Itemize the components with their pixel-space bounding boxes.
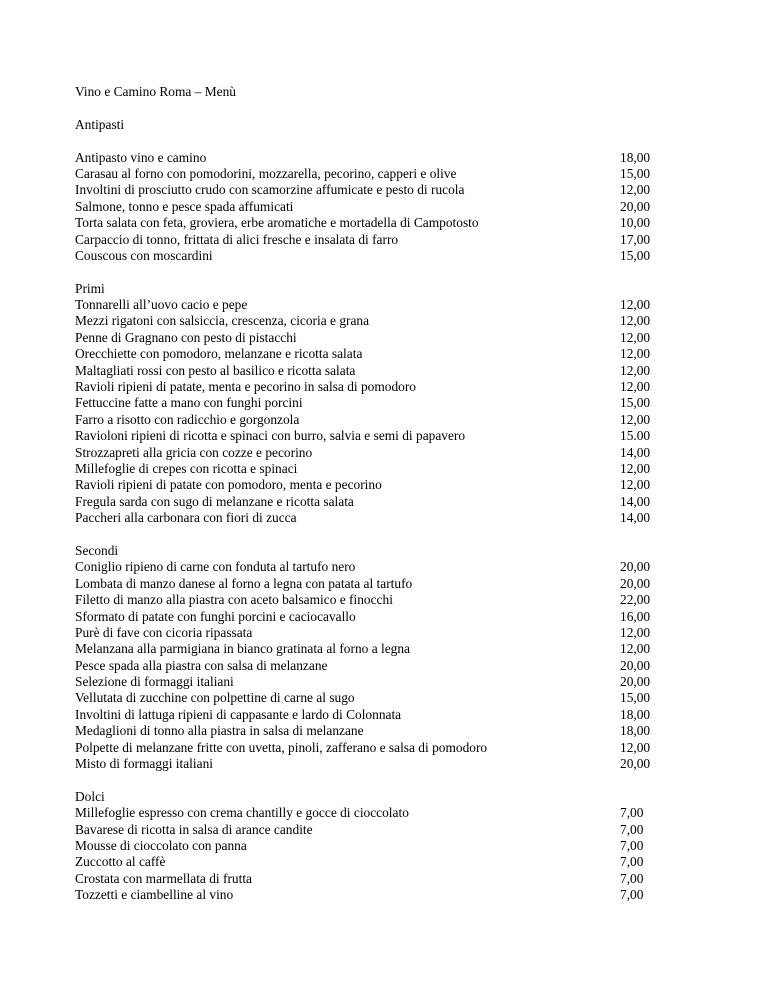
menu-item-price: 7,00 (620, 854, 644, 870)
menu-item-price: 15,00 (620, 690, 651, 706)
menu-item-price: 12,00 (620, 329, 651, 345)
menu-item (75, 445, 675, 461)
menu-item (75, 707, 675, 723)
menu-item (75, 838, 675, 854)
menu-item (75, 592, 675, 608)
menu-item-name: Vellutata di zucchine con polpettine di carne al sugo (75, 690, 355, 706)
menu-item-name: Involtini di lattuga ripieni di cappasante e lardo di Colonnata (75, 706, 402, 722)
menu-item (75, 625, 675, 641)
menu-item-name: Carpaccio di tonno, frittata di alici fresche e insalata di farro (75, 231, 399, 247)
menu-item-price: 15.00 (620, 428, 651, 444)
menu-item (75, 723, 675, 739)
menu-item (75, 690, 675, 706)
menu-item (75, 330, 675, 346)
spacer (75, 772, 675, 788)
menu-item-name: Mezzi rigatoni con salsiccia, crescenza, cicoria e grana (75, 313, 370, 329)
menu-item-name: Penne di Gragnano con pesto di pistacchi (75, 329, 297, 345)
menu-item (75, 248, 675, 264)
menu-item-price: 18,00 (620, 723, 651, 739)
menu-item-price: 15,00 (620, 247, 651, 263)
menu-item-price: 7,00 (620, 805, 644, 821)
menu-item-name: Zuccotto al caffè (75, 854, 166, 870)
menu-section (75, 117, 675, 281)
menu-item (75, 674, 675, 690)
section-heading: Primi (75, 280, 105, 296)
menu-item (75, 658, 675, 674)
menu-section (75, 543, 675, 789)
menu-item-price: 7,00 (620, 837, 644, 853)
menu-item-name: Ravioli ripieni di patate, menta e pecorino in salsa di pomodoro (75, 379, 417, 395)
menu-page (75, 84, 675, 904)
menu-item (75, 609, 675, 625)
menu-item-price: 15,00 (620, 395, 651, 411)
menu-item-price: 16,00 (620, 608, 651, 624)
menu-item-name: Lombata di manzo danese al forno a legna con patata al tartufo (75, 575, 413, 591)
menu-item-name: Orecchiette con pomodoro, melanzane e ricotta salata (75, 346, 363, 362)
menu-item-name: Medaglioni di tonno alla piastra in salsa di melanzane (75, 723, 364, 739)
menu-item (75, 559, 675, 575)
menu-item (75, 313, 675, 329)
menu-item-name: Selezione di formaggi italiani (75, 674, 234, 690)
menu-item-name: Millefoglie di crepes con ricotta e spinaci (75, 460, 298, 476)
menu-item-price: 22,00 (620, 592, 651, 608)
menu-item (75, 150, 675, 166)
menu-item (75, 740, 675, 756)
menu-item-price: 10,00 (620, 215, 651, 231)
menu-item-name: Ravioloni ripieni di ricotta e spinaci con burro, salvia e semi di papavero (75, 428, 466, 444)
menu-item-name: Couscous con moscardini (75, 247, 213, 263)
menu-item-price: 12,00 (620, 477, 651, 493)
menu-item-price: 20,00 (620, 559, 651, 575)
menu-item (75, 822, 675, 838)
menu-item-price: 7,00 (620, 887, 644, 903)
spacer (75, 264, 675, 280)
menu-item-name: Maltagliati rossi con pesto al basilico e ricotta salata (75, 362, 356, 378)
menu-item-name: Tozzetti e ciambelline al vino (75, 887, 234, 903)
menu-section (75, 789, 675, 904)
menu-item-name: Salmone, tonno e pesce spada affumicati (75, 198, 294, 214)
menu-item-price: 18,00 (620, 706, 651, 722)
spacer (75, 133, 675, 149)
menu-item-price: 12,00 (620, 297, 651, 313)
menu-item-price: 7,00 (620, 870, 644, 886)
menu-item (75, 756, 675, 772)
menu-item-price: 17,00 (620, 231, 651, 247)
menu-item-name: Polpette di melanzane fritte con uvetta, pinoli, zafferano e salsa di pomodoro (75, 739, 488, 755)
menu-item-name: Farro a risotto con radicchio e gorgonzola (75, 411, 300, 427)
menu-item (75, 297, 675, 313)
menu-item-name: Fettuccine fatte a mano con funghi porcini (75, 395, 303, 411)
menu-item-price: 20,00 (620, 198, 651, 214)
menu-item-price: 14,00 (620, 493, 651, 509)
menu-item-name: Purè di fave con cicoria ripassata (75, 624, 253, 640)
menu-item-price: 12,00 (620, 313, 651, 329)
menu-item-price: 20,00 (620, 575, 651, 591)
menu-item-name: Melanzana alla parmigiana in bianco gratinata al forno a legna (75, 641, 410, 657)
menu-item-name: Tonnarelli all’uovo cacio e pepe (75, 297, 248, 313)
spacer (75, 527, 675, 543)
spacer (75, 100, 675, 116)
section-heading: Antipasti (75, 116, 125, 132)
menu-item (75, 805, 675, 821)
menu-item (75, 363, 675, 379)
menu-item-price: 14,00 (620, 444, 651, 460)
menu-item-price: 20,00 (620, 657, 651, 673)
menu-item-price: 12,00 (620, 182, 651, 198)
menu-item-price: 12,00 (620, 379, 651, 395)
menu-item-name: Misto di formaggi italiani (75, 756, 213, 772)
menu-item (75, 887, 675, 903)
menu-item (75, 346, 675, 362)
menu-item-price: 12,00 (620, 362, 651, 378)
menu-item-price: 15,00 (620, 165, 651, 181)
menu-item-price: 7,00 (620, 821, 644, 837)
menu-item-name: Filetto di manzo alla piastra con aceto balsamico e finocchi (75, 592, 393, 608)
menu-sections (75, 117, 675, 904)
menu-item-price: 12,00 (620, 641, 651, 657)
menu-item-price: 12,00 (620, 346, 651, 362)
menu-item-price: 14,00 (620, 510, 651, 526)
menu-item-name: Antipasto vino e camino (75, 149, 207, 165)
menu-item-name: Ravioli ripieni di patate con pomodoro, menta e pecorino (75, 477, 382, 493)
menu-item-price: 12,00 (620, 411, 651, 427)
menu-item (75, 166, 675, 182)
menu-item-name: Bavarese di ricotta in salsa di arance candite (75, 821, 313, 837)
menu-item-price: 12,00 (620, 739, 651, 755)
menu-item-name: Pesce spada alla piastra con salsa di melanzane (75, 657, 328, 673)
menu-item-name: Carasau al forno con pomodorini, mozzarella, pecorino, capperi e olive (75, 165, 457, 181)
menu-item (75, 412, 675, 428)
menu-item-price: 12,00 (620, 460, 651, 476)
menu-item-name: Involtini di prosciutto crudo con scamorzine affumicate e pesto di rucola (75, 182, 465, 198)
menu-item (75, 182, 675, 198)
menu-item (75, 854, 675, 870)
menu-item (75, 871, 675, 887)
menu-item-name: Millefoglie espresso con crema chantilly e gocce di cioccolato (75, 805, 409, 821)
menu-item-name: Paccheri alla carbonara con fiori di zucca (75, 510, 297, 526)
page-title: Vino e Camino Roma – Menù (75, 84, 236, 99)
menu-item (75, 199, 675, 215)
menu-item-name: Strozzapreti alla gricia con cozze e pecorino (75, 444, 313, 460)
menu-item-name: Mousse di cioccolato con panna (75, 837, 247, 853)
menu-section (75, 281, 675, 543)
menu-item (75, 232, 675, 248)
section-heading: Dolci (75, 788, 105, 804)
menu-item (75, 215, 675, 231)
menu-item-price: 18,00 (620, 149, 651, 165)
menu-item (75, 641, 675, 657)
menu-item (75, 477, 675, 493)
menu-item-price: 20,00 (620, 756, 651, 772)
menu-item-name: Crostata con marmellata di frutta (75, 870, 252, 886)
menu-item (75, 379, 675, 395)
menu-item-name: Torta salata con feta, groviera, erbe aromatiche e mortadella di Campotosto (75, 215, 479, 231)
menu-item (75, 461, 675, 477)
menu-item (75, 395, 675, 411)
menu-item (75, 494, 675, 510)
menu-item-name: Sformato di patate con funghi porcini e caciocavallo (75, 608, 356, 624)
section-heading: Secondi (75, 542, 119, 558)
menu-item-price: 12,00 (620, 624, 651, 640)
menu-item (75, 428, 675, 444)
menu-item (75, 510, 675, 526)
menu-item (75, 576, 675, 592)
menu-item-name: Coniglio ripieno di carne con fonduta al tartufo nero (75, 559, 356, 575)
menu-item-price: 20,00 (620, 674, 651, 690)
menu-item-name: Fregula sarda con sugo di melanzane e ricotta salata (75, 493, 354, 509)
